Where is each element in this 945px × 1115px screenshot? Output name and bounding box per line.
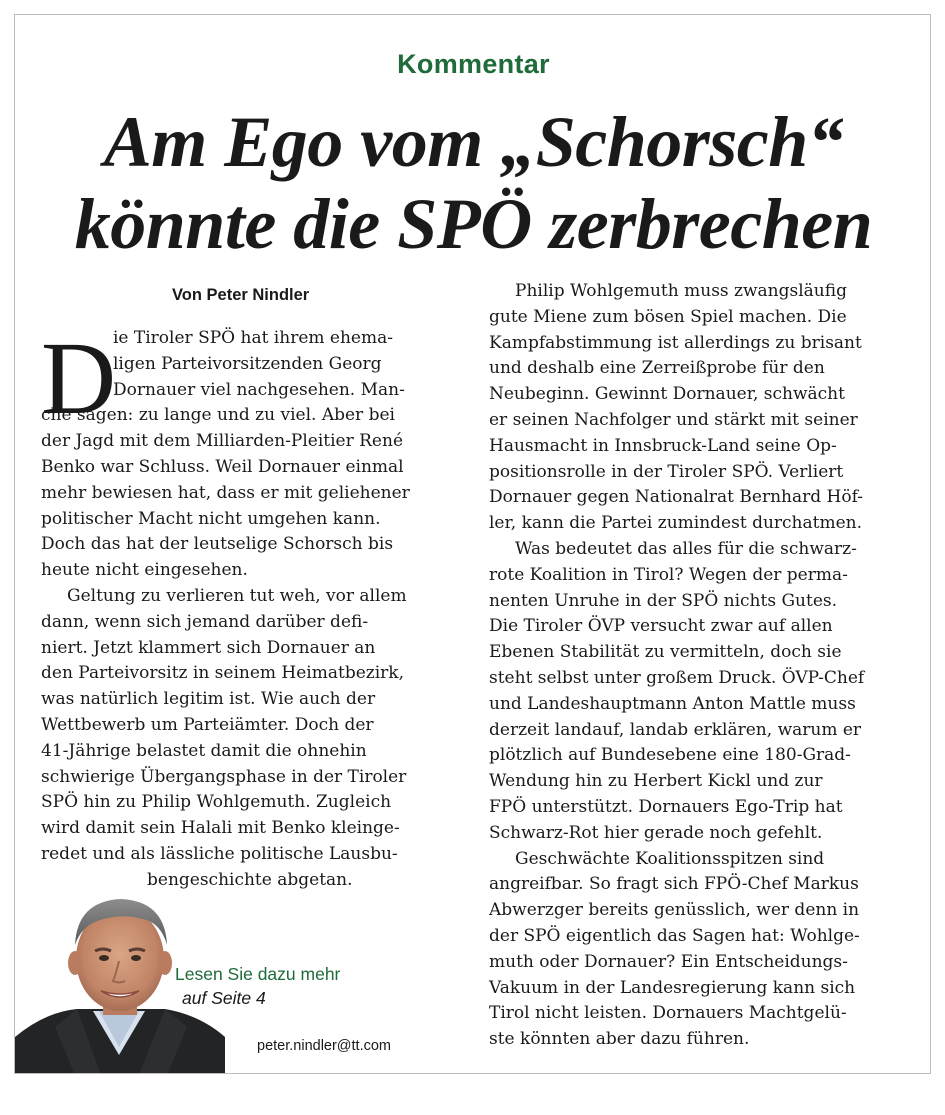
text-line: gute Miene zum bösen Spiel machen. Die bbox=[489, 306, 847, 327]
text-line: wird damit sein Halali mit Benko kleinge- bbox=[41, 818, 400, 839]
text-line: den Parteivorsitz in seinem Heimatbezirk, bbox=[41, 663, 405, 684]
text-line: politischer Macht nicht umgehen kann. bbox=[41, 508, 381, 529]
text-line: Abwerzger bereits genüsslich, wer denn in bbox=[489, 900, 860, 921]
text-line: Geschwächte Koalitionsspitzen sind bbox=[515, 848, 825, 869]
text-line: che sagen: zu lange und zu viel. Aber bei bbox=[41, 405, 395, 426]
text-line: mehr bewiesen hat, dass er mit geliehener bbox=[41, 482, 410, 503]
text-line: rote Koalition in Tirol? Wegen der perma- bbox=[489, 564, 848, 585]
read-more-page[interactable]: auf Seite 4 bbox=[182, 988, 266, 1008]
text-line: Doch das hat der leutselige Schorsch bis bbox=[41, 534, 394, 555]
headline-line-1: Am Ego vom „Schorsch“ bbox=[103, 102, 844, 182]
text-line: Die Tiroler ÖVP versucht zwar auf allen bbox=[489, 616, 833, 637]
text-line: Benko war Schluss. Weil Dornauer einmal bbox=[41, 456, 404, 477]
text-line: Schwarz-Rot hier gerade noch gefehlt. bbox=[489, 822, 823, 843]
text-line: Hausmacht in Innsbruck-Land seine Op- bbox=[489, 435, 837, 456]
text-line: Was bedeutet das alles für die schwarz- bbox=[515, 538, 857, 559]
text-line: schwierige Übergangsphase in der Tiroler bbox=[41, 766, 407, 787]
text-line: bengeschichte abgetan. bbox=[147, 869, 353, 890]
text-line: angreifbar. So fragt sich FPÖ-Chef Markus bbox=[489, 874, 859, 895]
text-line: Dornauer viel nachgesehen. Man- bbox=[113, 379, 405, 400]
text-line: positionsrolle in der Tiroler SPÖ. Verliert bbox=[489, 461, 844, 482]
text-line: muth oder Dornauer? Ein Entscheidungs- bbox=[489, 951, 848, 972]
text-line: 41-Jährige belastet damit die ohnehin bbox=[41, 740, 367, 761]
text-line: Wettbewerb um Parteiämter. Doch der bbox=[41, 714, 374, 735]
text-line: derzeit landauf, landab erklären, warum er bbox=[489, 719, 862, 740]
text-line: plötzlich auf Bundesebene eine 180-Grad- bbox=[489, 745, 851, 766]
drop-cap: D bbox=[41, 321, 117, 436]
text-line: er seinen Nachfolger und stärkt mit seiner bbox=[489, 409, 858, 430]
text-line: SPÖ hin zu Philip Wohlgemuth. Zugleich bbox=[41, 792, 392, 813]
right-column bbox=[489, 279, 929, 1053]
text-line: Wendung hin zu Herbert Kickl und zur bbox=[489, 771, 823, 792]
text-line: der SPÖ eigentlich das Sagen hat: Wohlge- bbox=[489, 925, 860, 946]
commentary-article bbox=[14, 14, 931, 1074]
text-line: Ebenen Stabilität zu vermitteln, doch sie bbox=[489, 642, 842, 663]
read-more-note bbox=[175, 962, 340, 1010]
text-line: ler, kann die Partei zumindest durchatmen. bbox=[489, 513, 862, 534]
text-line: Philip Wohlgemuth muss zwangsläufig bbox=[515, 281, 847, 301]
text-line: Kampfabstimmung ist allerdings zu brisant bbox=[489, 332, 862, 353]
headline-line-2: könnte die SPÖ zerbrechen bbox=[74, 184, 873, 264]
text-line: Dornauer gegen Nationalrat Bernhard Höf- bbox=[489, 487, 863, 508]
text-line: heute nicht eingesehen. bbox=[41, 560, 248, 581]
text-line: steht selbst unter großem Druck. ÖVP-Chef bbox=[489, 667, 865, 688]
text-line: dann, wenn sich jemand darüber defi- bbox=[41, 611, 369, 632]
text-line: was natürlich legitim ist. Wie auch der bbox=[41, 689, 376, 710]
left-column bbox=[41, 321, 471, 894]
text-line: nenten Unruhe in der SPÖ nichts Gutes. bbox=[489, 590, 838, 611]
text-line: Vakuum in der Landesregierung kann sich bbox=[489, 977, 856, 998]
byline: Von Peter Nindler bbox=[172, 286, 310, 304]
text-line: und Landeshauptmann Anton Mattle muss bbox=[489, 693, 856, 714]
text-line: Neubeginn. Gewinnt Dornauer, schwächt bbox=[489, 384, 845, 405]
text-line: FPÖ unterstützt. Dornauers Ego-Trip hat bbox=[489, 796, 843, 817]
text-line: ste könnten aber dazu führen. bbox=[489, 1029, 750, 1050]
text-line: niert. Jetzt klammert sich Dornauer an bbox=[41, 637, 376, 658]
text-line: ligen Parteivorsitzenden Georg bbox=[113, 353, 382, 374]
text-line: Tirol nicht leisten. Dornauers Machtgelü- bbox=[489, 1003, 847, 1024]
section-kicker: Kommentar bbox=[397, 49, 550, 79]
text-line: und deshalb eine Zerreißprobe für den bbox=[489, 358, 825, 379]
text-line: der Jagd mit dem Milliarden-Pleitier René bbox=[41, 431, 404, 452]
read-more-label: Lesen Sie dazu mehr bbox=[175, 964, 341, 984]
text-line: ie Tiroler SPÖ hat ihrem ehema- bbox=[113, 328, 393, 348]
text-line: redet und als lässliche politische Lausbu- bbox=[41, 843, 398, 864]
headline bbox=[15, 101, 931, 265]
author-email[interactable]: peter.nindler@tt.com bbox=[257, 1038, 392, 1054]
text-line: Geltung zu verlieren tut weh, vor allem bbox=[67, 585, 407, 606]
